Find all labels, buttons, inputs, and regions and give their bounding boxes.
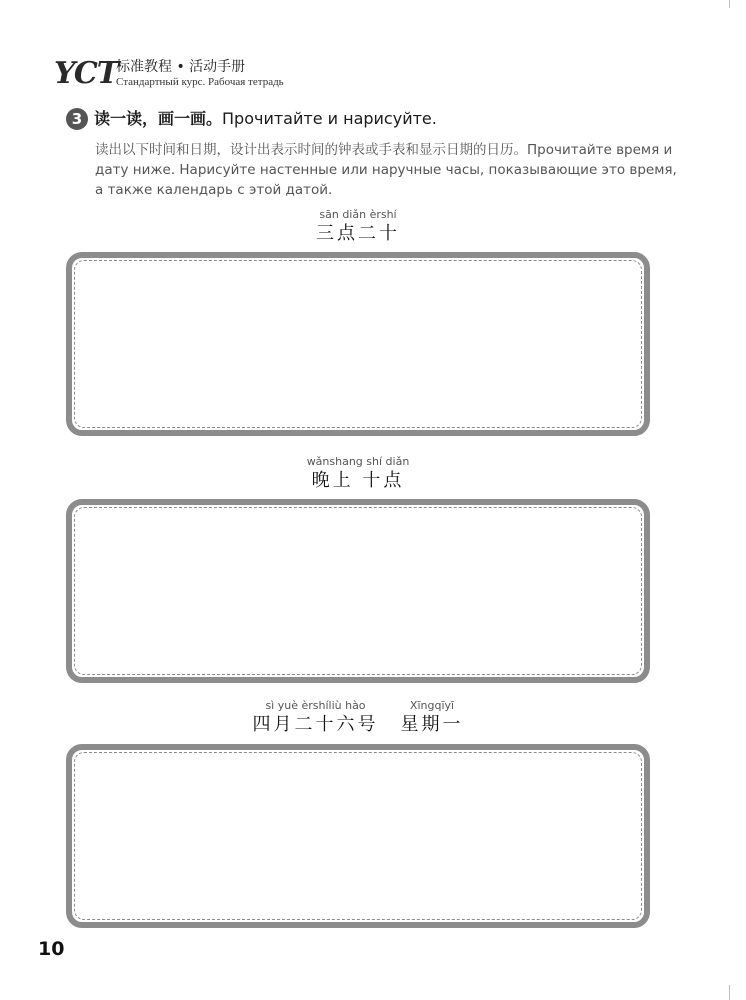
task-number-badge: 3 bbox=[66, 108, 88, 130]
crop-mark-top-right bbox=[729, 0, 730, 8]
instructions-ru: Прочитайте время и дату ниже. Нарисуйте настенные или наручные часы, показывающие это время, а также календарь с этой датой. bbox=[95, 142, 677, 198]
task-title-cn: 读一读，画一画。 bbox=[94, 109, 223, 128]
hanzi: 四月二十六号 bbox=[252, 714, 379, 735]
item-1-label bbox=[66, 208, 650, 245]
drawing-box-2[interactable] bbox=[66, 499, 650, 683]
item-3-group-1 bbox=[253, 699, 379, 736]
hanzi: 星期一 bbox=[400, 714, 464, 735]
task-title-text bbox=[94, 108, 437, 130]
pinyin: sì yuè èrshíliù hào bbox=[265, 699, 366, 712]
item-2-group-1 bbox=[307, 455, 410, 492]
task-title-ru: Прочитайте и нарисуйте. bbox=[222, 109, 437, 128]
instructions-cn: 读出以下时间和日期，设计出表示时间的钟表或手表和显示日期的日历。 bbox=[95, 142, 527, 158]
item-3-group-2 bbox=[401, 699, 464, 736]
pinyin: wǎnshang shí diǎn bbox=[306, 455, 410, 468]
drawing-box-1[interactable] bbox=[66, 252, 650, 436]
drawing-box-3[interactable] bbox=[66, 744, 650, 928]
hanzi: 三点二十 bbox=[316, 223, 400, 244]
pinyin: Xīngqīyī bbox=[409, 699, 455, 712]
item-2-label bbox=[66, 455, 650, 492]
hanzi: 晚上 十点 bbox=[311, 470, 405, 491]
yct-logo: YCT bbox=[54, 56, 119, 91]
page-number: 10 bbox=[38, 938, 65, 960]
item-1-group-1 bbox=[316, 208, 400, 245]
header-title-cn: 标准教程 • 活动手册 bbox=[116, 59, 246, 75]
crop-mark-bottom-right bbox=[729, 985, 730, 1000]
pinyin: sān diǎn èrshí bbox=[319, 208, 397, 221]
item-3-label bbox=[66, 699, 650, 736]
header-title-ru: Стандартный курс. Рабочая тетрадь bbox=[116, 76, 284, 88]
task-instructions bbox=[95, 140, 685, 200]
